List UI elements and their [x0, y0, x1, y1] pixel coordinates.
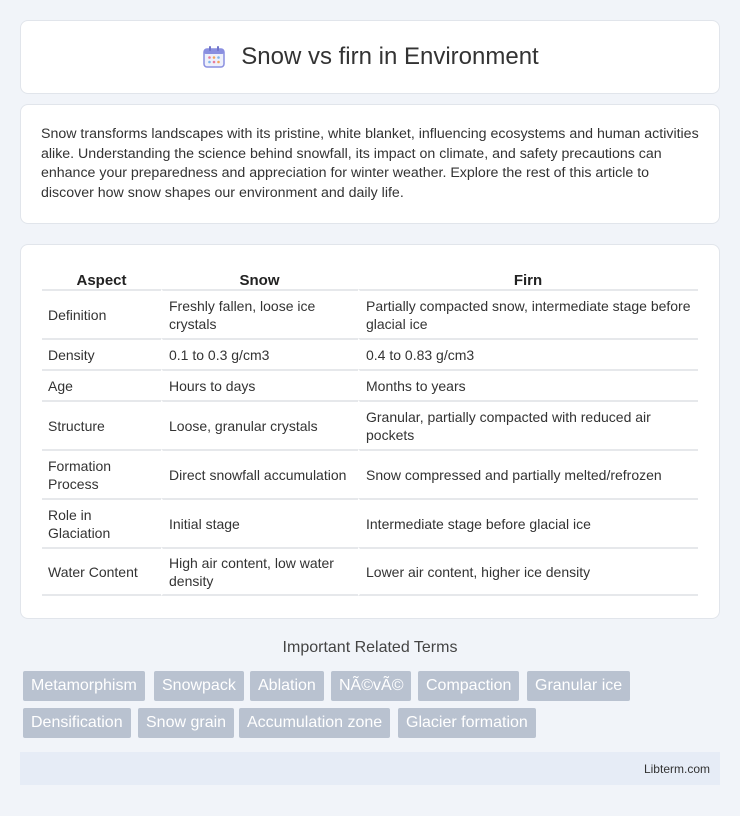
tag-ablation[interactable]: Ablation: [250, 671, 324, 701]
tag-metamorphism[interactable]: Metamorphism: [23, 671, 145, 701]
table-row: [42, 449, 698, 498]
table-cell: Months to years: [358, 369, 698, 400]
table-cell: Granular, partially compacted with reduced air pockets: [358, 400, 698, 449]
calendar-icon: [201, 44, 227, 70]
table-cell: Definition: [42, 289, 161, 338]
table-cell: Density: [42, 338, 161, 369]
table-row: [42, 338, 698, 369]
tag-snowpack[interactable]: Snowpack: [154, 671, 244, 701]
table-cell: 0.4 to 0.83 g/cm3: [358, 338, 698, 369]
footer: [20, 752, 720, 785]
comparison-table-card: [20, 244, 720, 619]
table-cell: Lower air content, higher ice density: [358, 547, 698, 596]
table-cell: Snow compressed and partially melted/refrozen: [358, 449, 698, 498]
tag-snow-grain[interactable]: Snow grain: [138, 708, 234, 738]
tag-accumulation-zone[interactable]: Accumulation zone: [239, 708, 390, 738]
table-row: [42, 547, 698, 596]
tag-neve[interactable]: NÃ©vÃ©: [331, 671, 411, 701]
comparison-table: [42, 267, 698, 596]
table-cell: Formation Process: [42, 449, 161, 498]
table-cell: Role in Glaciation: [42, 498, 161, 547]
intro-card: [20, 104, 720, 224]
table-cell: Partially compacted snow, intermediate stage before glacial ice: [358, 289, 698, 338]
table-row: [42, 400, 698, 449]
footer-link[interactable]: Libterm.com: [643, 761, 710, 776]
table-cell: Water Content: [42, 547, 161, 596]
table-row: [42, 498, 698, 547]
table-cell: Direct snowfall accumulation: [161, 449, 358, 498]
table-cell: Age: [42, 369, 161, 400]
tag-compaction[interactable]: Compaction: [418, 671, 519, 701]
table-cell: Hours to days: [161, 369, 358, 400]
table-cell: Structure: [42, 400, 161, 449]
column-header-snow: Snow: [239, 272, 280, 289]
table-cell: Freshly fallen, loose ice crystals: [161, 289, 358, 338]
table-cell: Initial stage: [161, 498, 358, 547]
table-cell: High air content, low water density: [161, 547, 358, 596]
tag-granular-ice[interactable]: Granular ice: [527, 671, 630, 701]
intro-text: Snow transforms landscapes with its pristine, white blanket, influencing ecosystems and human activities alike. Understanding the science behind snowfall, its impact on climate, and safety precautions can enhance your preparedness and appreciation for winter weather. Explore the rest of this article to discover how snow shapes our environment and daily life.: [41, 126, 699, 201]
tag-densification[interactable]: Densification: [23, 708, 131, 738]
table-header-row: [42, 267, 698, 289]
tag-glacier-formation[interactable]: Glacier formation: [398, 708, 536, 738]
table-row: [42, 289, 698, 338]
table-cell: Intermediate stage before glacial ice: [358, 498, 698, 547]
related-terms-title: Important Related Terms: [282, 639, 458, 656]
table-row: [42, 369, 698, 400]
page-title: Snow vs firn in Environment: [241, 43, 539, 70]
column-header-firn: Firn: [513, 272, 543, 289]
title-wrap: [201, 43, 538, 71]
header-card: [20, 20, 720, 94]
table-cell: Loose, granular crystals: [161, 400, 358, 449]
column-header-aspect: Aspect: [76, 272, 127, 289]
table-cell: 0.1 to 0.3 g/cm3: [161, 338, 358, 369]
